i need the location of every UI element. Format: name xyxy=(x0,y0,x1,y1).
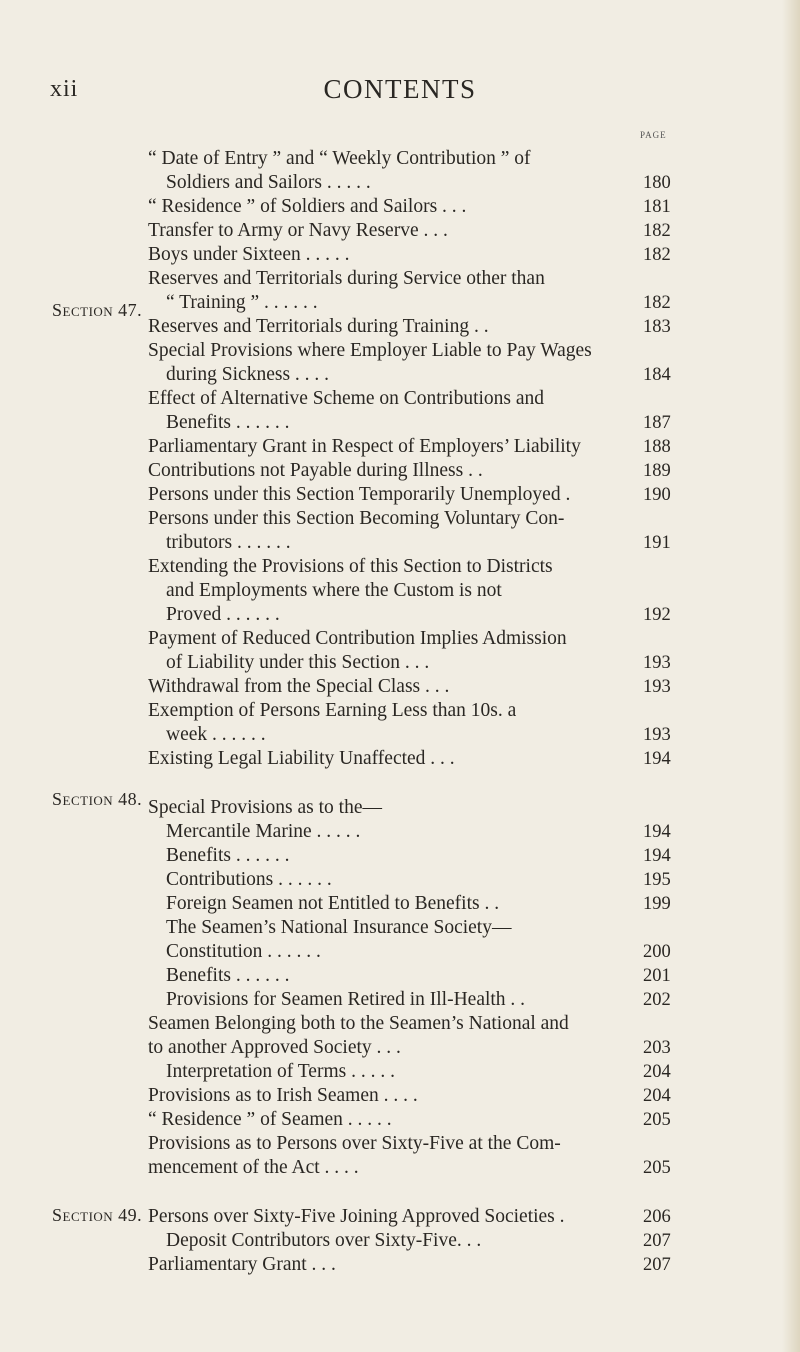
page-edge-shadow xyxy=(782,0,800,1352)
toc-page-number: 182 xyxy=(643,293,671,313)
toc-entry-line: Reserves and Territorials during Training . . xyxy=(148,316,489,337)
toc-entry-line: Benefits . . . . . . xyxy=(166,412,290,433)
section-label-47: Section 47. xyxy=(52,300,143,320)
toc-entry-line: Parliamentary Grant . . . xyxy=(148,1254,336,1275)
toc-page-number: 194 xyxy=(643,749,671,769)
toc-entry-line: Exemption of Persons Earning Less than 10s. a xyxy=(148,700,517,721)
toc-entry-line: Deposit Contributors over Sixty-Five. . . xyxy=(166,1230,482,1251)
toc-page-number: 204 xyxy=(643,1086,671,1106)
toc-entry-line: “ Residence ” of Seamen . . . . . xyxy=(148,1109,392,1130)
toc-entry-line: Proved . . . . . . xyxy=(166,604,280,625)
toc-page-number: 194 xyxy=(643,846,671,866)
toc-page-number: 195 xyxy=(643,870,671,890)
toc-entry-line: Parliamentary Grant in Respect of Employers’ Liability xyxy=(148,436,581,457)
toc-entry-line: to another Approved Society . . . xyxy=(148,1037,401,1058)
toc-entry-line: Benefits . . . . . . xyxy=(166,965,290,986)
toc-entry-line: during Sickness . . . . xyxy=(166,364,330,385)
toc-page-number: 181 xyxy=(643,197,671,217)
toc-entry-line: Interpretation of Terms . . . . . xyxy=(166,1061,395,1082)
toc-entry-line: Provisions for Seamen Retired in Ill-Health . . xyxy=(166,989,526,1010)
toc-page-number: 189 xyxy=(643,461,671,481)
toc-page-number: 193 xyxy=(643,725,671,745)
toc-entry-line: Mercantile Marine . . . . . xyxy=(166,821,361,842)
toc-entry-line: tributors . . . . . . xyxy=(166,532,291,553)
toc-entry-line: Contributions not Payable during Illness . . xyxy=(148,460,483,481)
toc-entry-line: Benefits . . . . . . xyxy=(166,845,290,866)
toc-entry-line: week . . . . . . xyxy=(166,724,266,745)
toc-page-number: 200 xyxy=(643,942,671,962)
section-label-49: Section 49. xyxy=(52,1205,143,1225)
toc-entry-line: Special Provisions where Employer Liable to Pay Wages xyxy=(148,340,592,361)
toc-entry-line: and Employments where the Custom is not xyxy=(166,580,502,601)
toc-entry-line: Boys under Sixteen . . . . . xyxy=(148,244,350,265)
toc-page-number: 182 xyxy=(643,245,671,265)
toc-page-number: 182 xyxy=(643,221,671,241)
toc-page-number: 180 xyxy=(643,173,671,193)
toc-page-number: 192 xyxy=(643,605,671,625)
toc-page-number: 187 xyxy=(643,413,671,433)
toc-entry-line: Persons over Sixty-Five Joining Approved Societies . xyxy=(148,1206,565,1227)
toc-entry-line: Persons under this Section Becoming Voluntary Con- xyxy=(148,508,565,529)
toc-page-number: 193 xyxy=(643,677,671,697)
toc-entry-line: Provisions as to Persons over Sixty-Five at the Com- xyxy=(148,1133,561,1154)
toc-entry-line: Seamen Belonging both to the Seamen’s National and xyxy=(148,1013,569,1034)
toc-entry-line: Transfer to Army or Navy Reserve . . . xyxy=(148,220,448,241)
toc-entry-line: Effect of Alternative Scheme on Contributions and xyxy=(148,388,545,409)
page-number: xii xyxy=(50,76,79,102)
toc-page-number: 207 xyxy=(643,1231,671,1251)
page-title: CONTENTS xyxy=(323,74,477,104)
toc-entry-line: Provisions as to Irish Seamen . . . . xyxy=(148,1085,418,1106)
toc-entry-line: Persons under this Section Temporarily Unemployed . xyxy=(148,484,571,505)
toc-page-number: 201 xyxy=(643,966,671,986)
toc-entry-line: of Liability under this Section . . . xyxy=(166,652,430,673)
toc-entry-line: Constitution . . . . . . xyxy=(166,941,321,962)
toc-page-number: 203 xyxy=(643,1038,671,1058)
toc-page-number: 205 xyxy=(643,1158,671,1178)
toc-entry-line: Existing Legal Liability Unaffected . . . xyxy=(148,748,455,769)
toc-page-number: 193 xyxy=(643,653,671,673)
toc-entry-line: Soldiers and Sailors . . . . . xyxy=(166,172,371,193)
toc-page-number: 183 xyxy=(643,317,671,337)
toc-entry-line: “ Training ” . . . . . . xyxy=(166,292,318,313)
toc-entry-line: Extending the Provisions of this Section to Districts xyxy=(148,556,553,577)
toc-page-number: 191 xyxy=(643,533,671,553)
toc-entry-line: Special Provisions as to the— xyxy=(148,797,382,818)
toc-entry-line: Contributions . . . . . . xyxy=(166,869,332,890)
toc-entry-line: Foreign Seamen not Entitled to Benefits . . xyxy=(166,893,500,914)
toc-entry-line: “ Residence ” of Soldiers and Sailors . . . xyxy=(148,196,467,217)
toc-entry-line: Withdrawal from the Special Class . . . xyxy=(148,676,450,697)
toc-entry-line: Payment of Reduced Contribution Implies Admission xyxy=(148,628,567,649)
toc-page-number: 194 xyxy=(643,822,671,842)
toc-entry-line: Reserves and Territorials during Service other than xyxy=(148,268,545,289)
page-column-label: PAGE xyxy=(640,130,667,140)
toc-entry-line: The Seamen’s National Insurance Society— xyxy=(166,917,512,938)
toc-page-number: 206 xyxy=(643,1207,671,1227)
toc-page-number: 204 xyxy=(643,1062,671,1082)
toc-page-number: 190 xyxy=(643,485,671,505)
toc-page-number: 188 xyxy=(643,437,671,457)
toc-entry-line: mencement of the Act . . . . xyxy=(148,1157,359,1178)
toc-entry-line: “ Date of Entry ” and “ Weekly Contribution ” of xyxy=(148,148,531,169)
toc-page-number: 205 xyxy=(643,1110,671,1130)
toc-page-number: 202 xyxy=(643,990,671,1010)
toc-page-number: 199 xyxy=(643,894,671,914)
toc-page-number: 207 xyxy=(643,1255,671,1275)
toc-page-number: 184 xyxy=(643,365,671,385)
section-label-48: Section 48. xyxy=(52,789,143,809)
